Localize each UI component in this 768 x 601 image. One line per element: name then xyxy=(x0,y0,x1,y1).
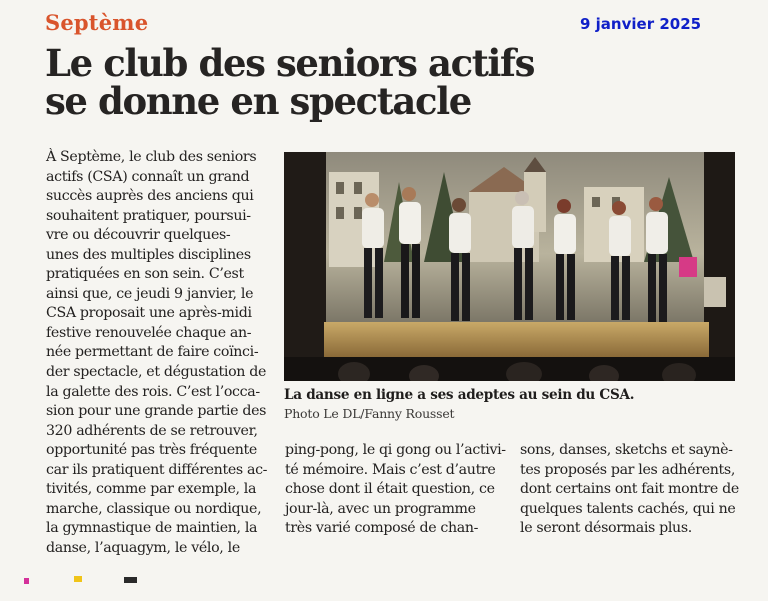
text-line: tes proposés par les adhérents, xyxy=(520,461,735,478)
text-line: der spectacle, et dégustation de xyxy=(46,364,266,381)
photo-caption: La danse en ligne a ses adeptes au sein du CSA. xyxy=(284,387,635,403)
text-line: sion pour une grande partie des xyxy=(46,403,267,420)
body-column-3 xyxy=(520,441,740,539)
text-line: 320 adhérents de se retrouver, xyxy=(46,422,258,439)
text-line: opportunité pas très fréquente xyxy=(46,442,257,459)
print-mark-yellow xyxy=(74,576,82,582)
dance-photo-illustration xyxy=(284,152,735,381)
text-line: té mémoire. Mais c’est d’autre xyxy=(285,461,496,478)
text-line: vre ou découvrir quelques- xyxy=(46,227,231,244)
publication-date: 9 janvier 2025 xyxy=(580,15,702,33)
text-line: festive renouvelée chaque an- xyxy=(46,324,252,341)
section-kicker: Septème xyxy=(45,10,149,35)
text-line: car ils pratiquent différentes ac- xyxy=(46,461,268,478)
text-line: CSA proposait une après-midi xyxy=(46,305,252,322)
text-line: le seront désormais plus. xyxy=(520,520,692,537)
print-mark-magenta xyxy=(24,578,29,584)
dancer-figures xyxy=(362,187,668,322)
headline-line: Le club des seniors actifs xyxy=(45,41,535,85)
text-line: ping-pong, le qi gong ou l’activi- xyxy=(285,442,506,458)
text-line: À Septème, le club des seniors xyxy=(46,149,257,165)
text-line: actifs (CSA) connaît un grand xyxy=(46,168,250,185)
body-column-2 xyxy=(285,441,505,539)
article-photo xyxy=(284,152,735,381)
text-line: unes des multiples disciplines xyxy=(46,246,251,263)
text-line: jour-là, avec un programme xyxy=(285,500,476,517)
text-line: quelques talents cachés, qui ne xyxy=(520,500,736,517)
text-line: née permettant de faire coïnci- xyxy=(46,344,259,361)
text-line: sons, danses, sketchs et saynè- xyxy=(520,442,733,458)
text-line: chose dont il était question, ce xyxy=(285,481,495,498)
headline-line: se donne en spectacle xyxy=(45,79,471,123)
text-line: souhaitent pratiquer, poursui- xyxy=(46,207,251,224)
print-mark-black xyxy=(124,577,137,583)
text-line: très varié composé de chan- xyxy=(285,520,479,537)
text-line: la gymnastique de maintien, la xyxy=(46,520,258,537)
text-line: marche, classique ou nordique, xyxy=(46,500,262,517)
text-line: succès auprès des anciens qui xyxy=(46,188,254,205)
headline xyxy=(45,41,605,123)
text-line: ainsi que, ce jeudi 9 janvier, le xyxy=(46,285,254,302)
text-line: dont certains ont fait montre de xyxy=(520,481,739,498)
text-line: danse, l’aquagym, le vélo, le xyxy=(46,539,240,556)
text-line: tivités, comme par exemple, la xyxy=(46,481,257,498)
photo-credit: Photo Le DL/Fanny Rousset xyxy=(284,406,455,421)
text-line: pratiquées en son sein. C’est xyxy=(46,266,244,283)
text-line: la galette des rois. C’est l’occa- xyxy=(46,383,260,400)
body-column-1 xyxy=(46,148,274,558)
